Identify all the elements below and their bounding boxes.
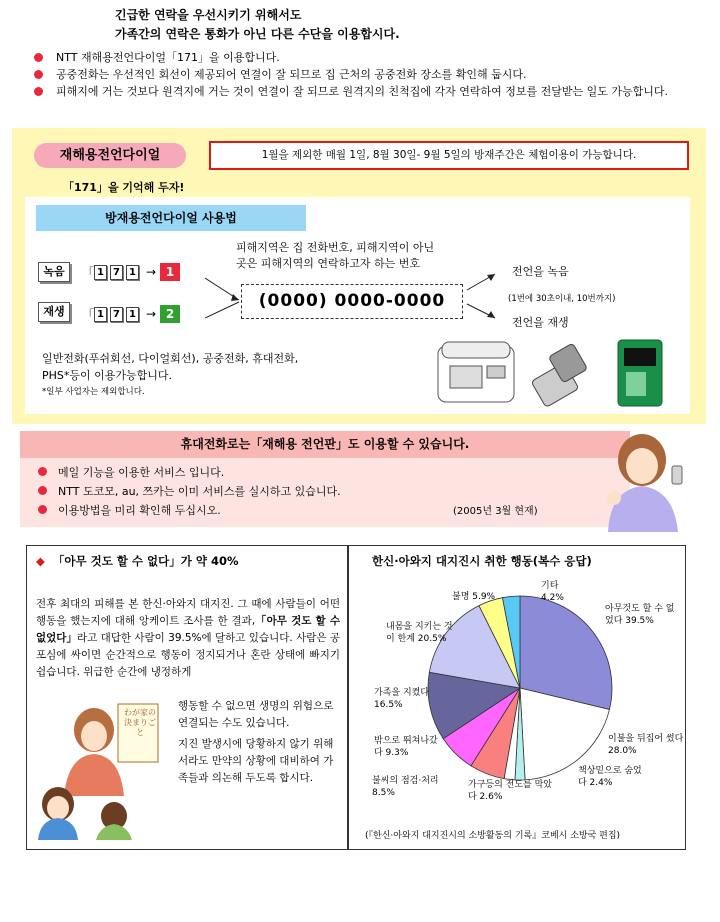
list-item: 이용방법을 미리 확인해 두십시오.	[38, 501, 341, 520]
dial-key-7: 7	[110, 307, 123, 322]
dial-key-1: 1	[126, 265, 139, 280]
dial-title: 재해용전언다이얼	[34, 143, 186, 168]
pie-label-8: 불명 5.9%	[452, 592, 496, 602]
header-line2: 가족간의 연락은 통화가 아닌 다른 수단을 이용합시다.	[115, 27, 400, 41]
remember-text: 「171」을 기억해 두자!	[63, 181, 185, 194]
dial-key-1: 1	[126, 307, 139, 322]
record-result: 전언을 녹음	[512, 265, 569, 278]
play-result: 전언을 재생	[512, 316, 569, 329]
record-key: 1	[160, 263, 180, 281]
pie-label-4: 불씨의 점검·처리 8.5%	[372, 776, 439, 798]
arrow-icon: →	[146, 307, 157, 321]
supported-phones: 일반전화(푸쉬회선, 다이얼회선), 공중전화, 휴대전화, PHS*등이 이용가능합니다. *일부 사업자는 제외합니다.	[42, 352, 299, 397]
public-phone-icon	[612, 338, 670, 410]
tips-list	[34, 49, 694, 100]
bullet-icon	[38, 467, 47, 476]
pie-label-0: 아무것도 할 수 없었다 39.5%	[605, 604, 675, 626]
dial-key-1: 1	[94, 307, 107, 322]
pie-chart	[420, 588, 620, 788]
mobile-board-list	[38, 463, 341, 520]
bullet-icon	[34, 70, 43, 79]
list-item: NTT 재해용전언다이얼「171」을 이용합니다.	[34, 49, 694, 66]
list-item: 피해지에 거는 것보다 원격지에 거는 것이 연결이 잘 되므로 원격지의 친척집에 각자 연락하여 정보를 전달받는 일도 가능합니다.	[34, 83, 694, 100]
bullet-icon	[38, 486, 47, 495]
woman-with-phone-icon	[598, 428, 694, 532]
diamond-icon: ◆	[36, 554, 45, 568]
pie-label-1: 이불을 뒤집어 썼다 28.0%	[608, 734, 684, 756]
pie-label-2: 책상밑으로 숨었다 2.4%	[578, 766, 642, 788]
mobile-board-title: 휴대전화로는「재해용 전언판」도 이용할 수 있습니다.	[20, 431, 630, 458]
record-label: 녹음	[38, 262, 70, 282]
arrow-icon: →	[146, 265, 157, 279]
chart-title: 한신·아와지 대지진시 취한 행동(복수 응답)	[372, 554, 592, 568]
play-label: 재생	[38, 302, 70, 322]
mobile-board-date: (2005년 3월 현재)	[453, 506, 538, 517]
page-header	[115, 6, 400, 44]
family-rules-board: わが家の 決まりごと	[124, 708, 156, 737]
record-note: (1번에 30초이내, 10번까지)	[508, 294, 616, 304]
play-sequence: 「 1 7 1 → 2	[82, 305, 180, 323]
bullet-icon	[34, 87, 43, 96]
header-line1: 긴급한 연락을 우선시키기 위해서도	[115, 8, 302, 22]
play-key: 2	[160, 305, 180, 323]
dial-key-1: 1	[94, 265, 107, 280]
record-sequence: 「 1 7 1 → 1	[82, 263, 180, 281]
usage-title: 방재용전언다이얼 사용법	[36, 205, 306, 231]
pie-label-9: 기타 4.2%	[541, 581, 564, 603]
bullet-icon	[34, 53, 43, 62]
pie-label-5: 밖으로 뛰쳐나갔다 9.3%	[374, 736, 438, 758]
mobile-phone-icon	[532, 344, 592, 408]
survey-body-continued: 행동할 수 없으면 생명의 위험으로 연결되는 수도 있습니다. 지진 발생시에 당황하지 않기 위해서라도 만약의 상황에 대비하여 가족들과 의논해 두도록 합시다.	[178, 700, 334, 784]
number-description: 피해지역은 집 전화번호, 피해지역이 아닌 곳은 피해지역의 연락하고자 하는 번호	[236, 241, 435, 270]
list-item: 공중전화는 우선적인 회선이 제공되어 연결이 잘 되므로 집 근처의 공중전화 장소를 확인해 둡시다.	[34, 66, 694, 83]
pie-label-6: 가족을 지켰다 16.5%	[374, 688, 430, 710]
phone-number-format: (0000) 0000-0000	[241, 284, 463, 319]
pie-label-7: 내몸을 지키는 것이 한계 20.5%	[386, 622, 453, 644]
dial-notice: 1월을 제외한 매월 1일, 8월 30일- 9월 5일의 방재주간은 체험이용이 가능합니다.	[209, 141, 689, 170]
bullet-icon	[38, 505, 47, 514]
survey-body: 전후 최대의 피해를 본 한신·아와지 대지진. 그 때에 사람들이 어떤 행동을 했는지에 대해 앙케이트 조사를 한 결과,「아무 것도 할 수 없었다」라고 대답한 사람이 39.5%에 달하고 있습니다. 사람은 공포심에 싸이면 순간적으로 행동이 정지되거나 혼란 상태에 빠지기 쉽습니다. 위급한 순간에 냉정하게	[36, 598, 340, 678]
survey-title: ◆ 「아무 것도 할 수 없다」가 약 40%	[36, 554, 239, 568]
home-phone-icon	[432, 338, 522, 410]
dial-key-7: 7	[110, 265, 123, 280]
list-item: 메일 기능을 이용한 서비스 입니다.	[38, 463, 341, 482]
chart-source: (『한신·아와지 대지진시의 소방활동의 기록』코베시 소방국 편집)	[365, 831, 621, 841]
list-item: NTT 도코모, au, 쯔카는 이미 서비스를 실시하고 있습니다.	[38, 482, 341, 501]
pie-label-3: 가구등의 전도를 막았다 2.6%	[468, 780, 552, 802]
